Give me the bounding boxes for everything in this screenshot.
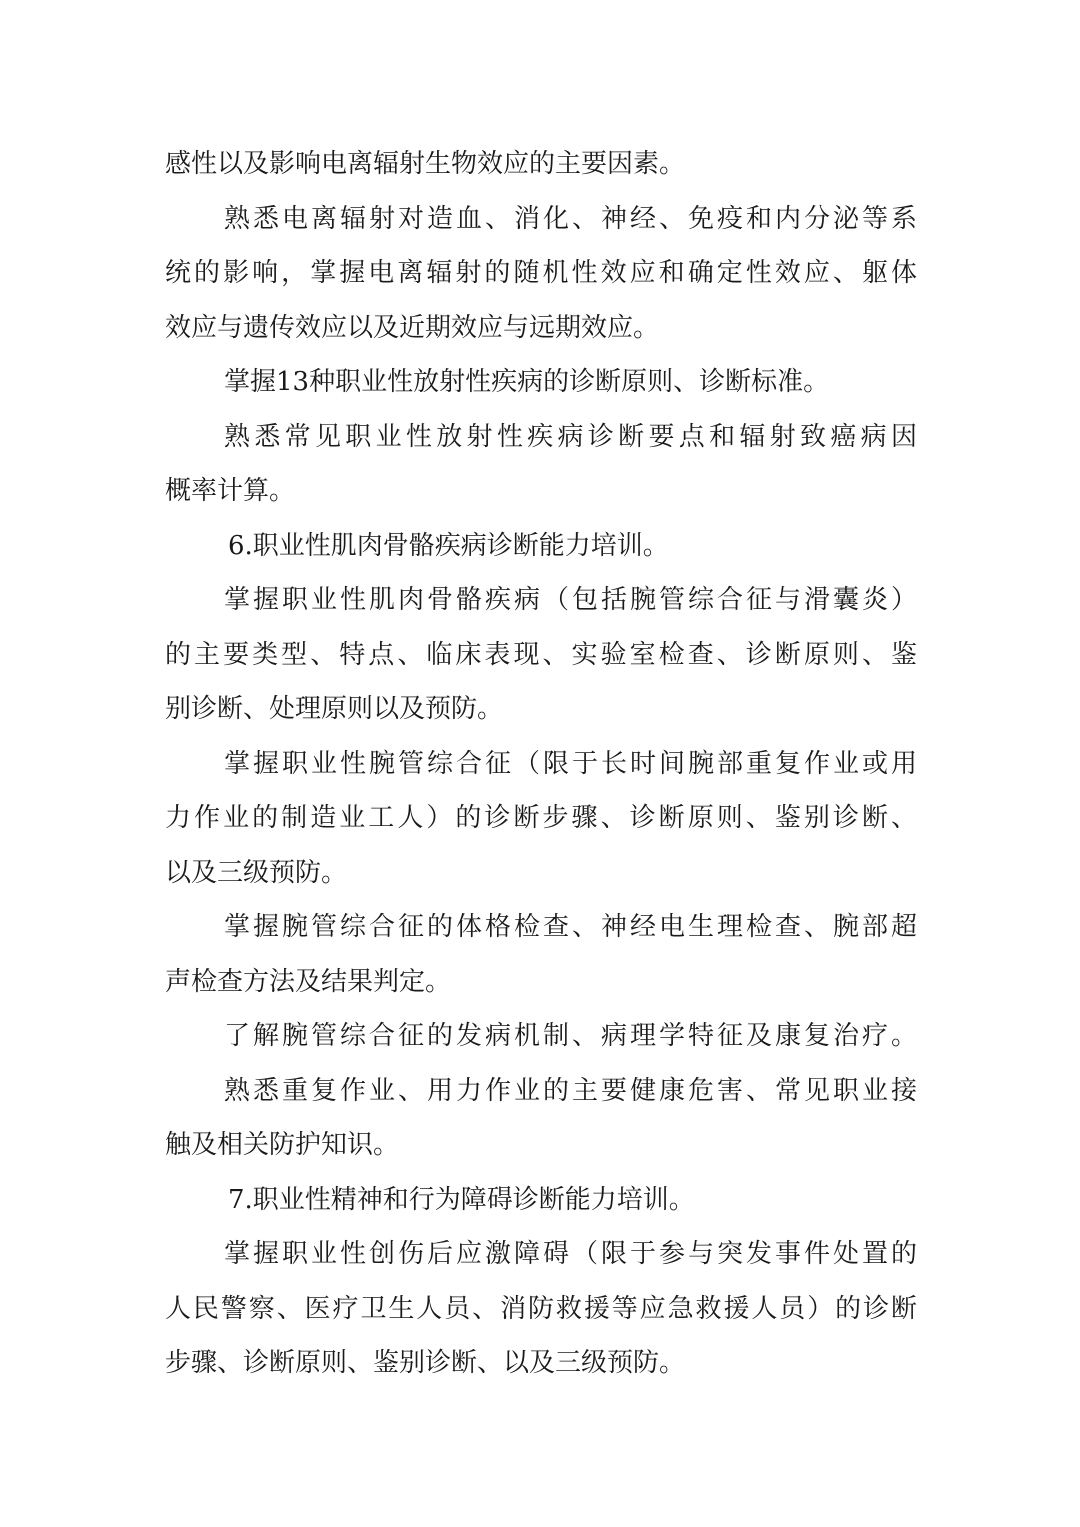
text-line: 熟悉电离辐射对造血、消化、神经、免疫和内分泌等系 xyxy=(224,204,917,234)
text-line: 掌握职业性创伤后应激障碍（限于参与突发事件处置的 xyxy=(224,1239,917,1269)
text-line: 概率计算。 xyxy=(165,476,296,506)
text-line: 力作业的制造业工人）的诊断步骤、诊断原则、鉴别诊断、 xyxy=(165,803,917,833)
text-line: 以及三级预防。 xyxy=(165,858,348,888)
text-line: 熟悉常见职业性放射性疾病诊断要点和辐射致癌病因 xyxy=(224,422,917,452)
text-line: 触及相关防护知识。 xyxy=(165,1130,400,1160)
text-line: 掌握职业性肌肉骨骼疾病（包括腕管综合征与滑囊炎） xyxy=(224,585,917,615)
section-heading: 7.职业性精神和行为障碍诊断能力培训。 xyxy=(228,1185,695,1215)
text-line: 掌握职业性腕管综合征（限于长时间腕部重复作业或用 xyxy=(224,749,917,779)
text-line: 声检查方法及结果判定。 xyxy=(165,967,452,997)
text-line: 步骤、诊断原则、鉴别诊断、以及三级预防。 xyxy=(165,1348,686,1378)
text-line: 了解腕管综合征的发病机制、病理学特征及康复治疗。 xyxy=(224,1021,917,1051)
text-line: 人民警察、医疗卫生人员、消防救援等应急救援人员）的诊断 xyxy=(165,1294,917,1324)
text-line: 熟悉重复作业、用力作业的主要健康危害、常见职业接 xyxy=(224,1076,917,1106)
text-line: 效应与遗传效应以及近期效应与远期效应。 xyxy=(165,313,660,343)
text-line: 的主要类型、特点、临床表现、实验室检查、诊断原则、鉴 xyxy=(165,640,917,670)
text-line: 别诊断、处理原则以及预防。 xyxy=(165,694,504,724)
text-line: 掌握腕管综合征的体格检查、神经电生理检查、腕部超 xyxy=(224,912,917,942)
text-line: 掌握13种职业性放射性疾病的诊断原则、诊断标准。 xyxy=(224,367,830,397)
text-line: 感性以及影响电离辐射生物效应的主要因素。 xyxy=(165,149,686,179)
text-line: 统的影响，掌握电离辐射的随机性效应和确定性效应、躯体 xyxy=(165,258,917,288)
section-heading: 6.职业性肌肉骨骼疾病诊断能力培训。 xyxy=(228,531,669,561)
